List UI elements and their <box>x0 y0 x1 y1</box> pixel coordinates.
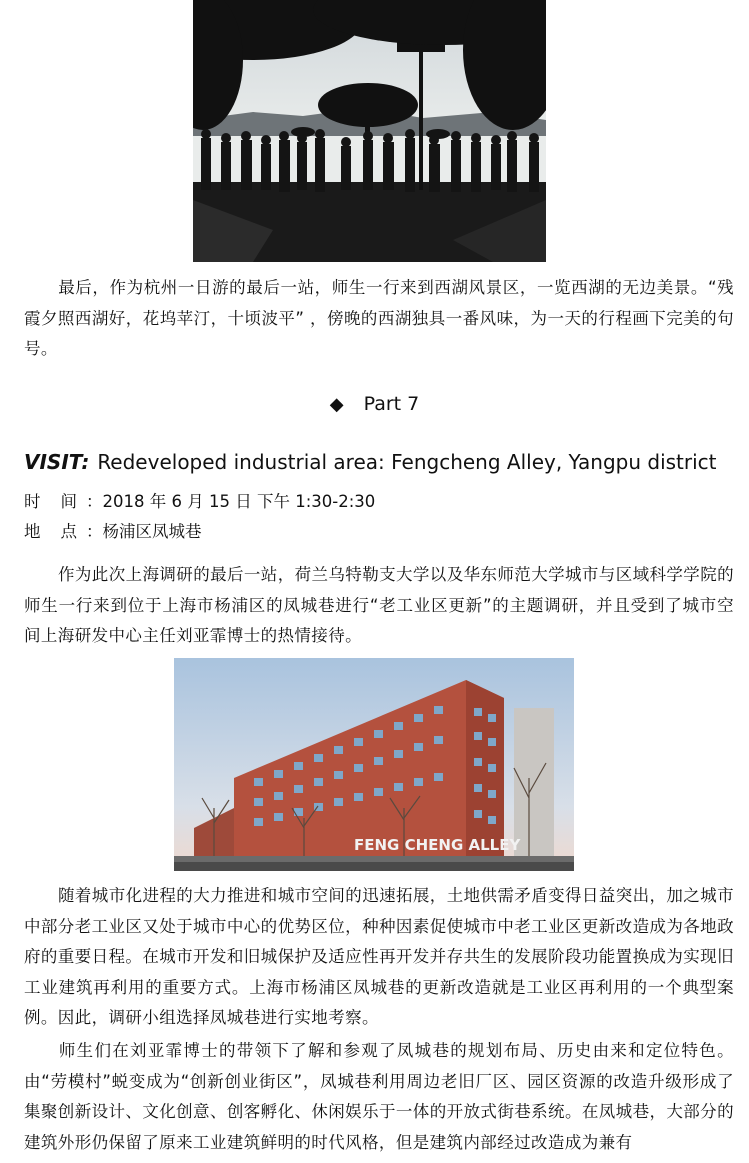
paragraph-background <box>24 881 734 1034</box>
visit-keyword: VISIT: <box>24 450 90 474</box>
paragraph-background-text: 随着城市化进程的大力推进和城市空间的迅速拓展，土地供需矛盾变得日益突出，加之城市中部分老工业区又处于城市中心的优势区位，种种因素促使城市中老工业区更新改造成为各地政府的重要日程。在城市开发和旧城保护及适应性再开发并存共生的发展阶段功能置换成为实现旧工业建筑再利用的重要方式。上海市杨浦区凤城巷的更新改造就是工业区再利用的一个典型案例。因此，调研小组选择凤城巷进行实地考察。 <box>24 886 734 1027</box>
section-heading <box>0 390 749 419</box>
paragraph-intro-text: 作为此次上海调研的最后一站，荷兰乌特勒支大学以及华东师范大学城市与区域科学学院的师生一行来到位于上海市杨浦区的凤城巷进行“老工业区更新”的主题调研，并且受到了城市空间上海研发中心主任刘亚霏博士的热情接待。 <box>24 565 734 645</box>
paragraph-west-lake-text: 最后，作为杭州一日游的最后一站，师生一行来到西湖风景区，一览西湖的无边美景。“残霞夕照西湖好，花坞苹汀，十顷波平” ，傍晚的西湖独具一番风味，为一天的行程画下完美的句号。 <box>24 278 734 358</box>
paragraph-visit-detail <box>24 1036 734 1158</box>
visit-title-text: Redeveloped industrial area: Fengcheng Alley, Yangpu district <box>97 450 717 474</box>
paragraph-west-lake <box>24 273 734 365</box>
time-value: ：2018 年 6 月 15 日 下午 1:30-2:30 <box>86 492 376 511</box>
west-lake-photo <box>193 0 546 262</box>
paragraph-visit-detail-text: 师生们在刘亚霏博士的带领下了解和参观了凤城巷的规划布局、历史由来和定位特色。由“劳模村”蜕变成为“创新创业街区”，凤城巷利用周边老旧厂区、园区资源的改造升级形成了集聚创新设计、文化创意、创客孵化、休闲娱乐于一体的开放式街巷系统。在凤城巷，大部分的建筑外形仍保留了原来工业建筑鲜明的时代风格，但是建筑内部经过改造成为兼有 <box>24 1041 734 1152</box>
place-label: 地 点 <box>24 522 77 541</box>
section-heading-label: Part 7 <box>363 393 420 415</box>
time-label: 时 间 <box>24 492 77 511</box>
paragraph-intro <box>24 560 734 652</box>
building-sign-text: FENG CHENG ALLEY <box>354 836 521 854</box>
fengcheng-alley-photo <box>174 658 574 871</box>
time-row <box>24 489 375 515</box>
diamond-icon: ◆ <box>329 394 344 415</box>
place-row <box>24 519 202 545</box>
visit-title <box>24 447 744 477</box>
place-value: ：杨浦区凤城巷 <box>86 522 202 541</box>
